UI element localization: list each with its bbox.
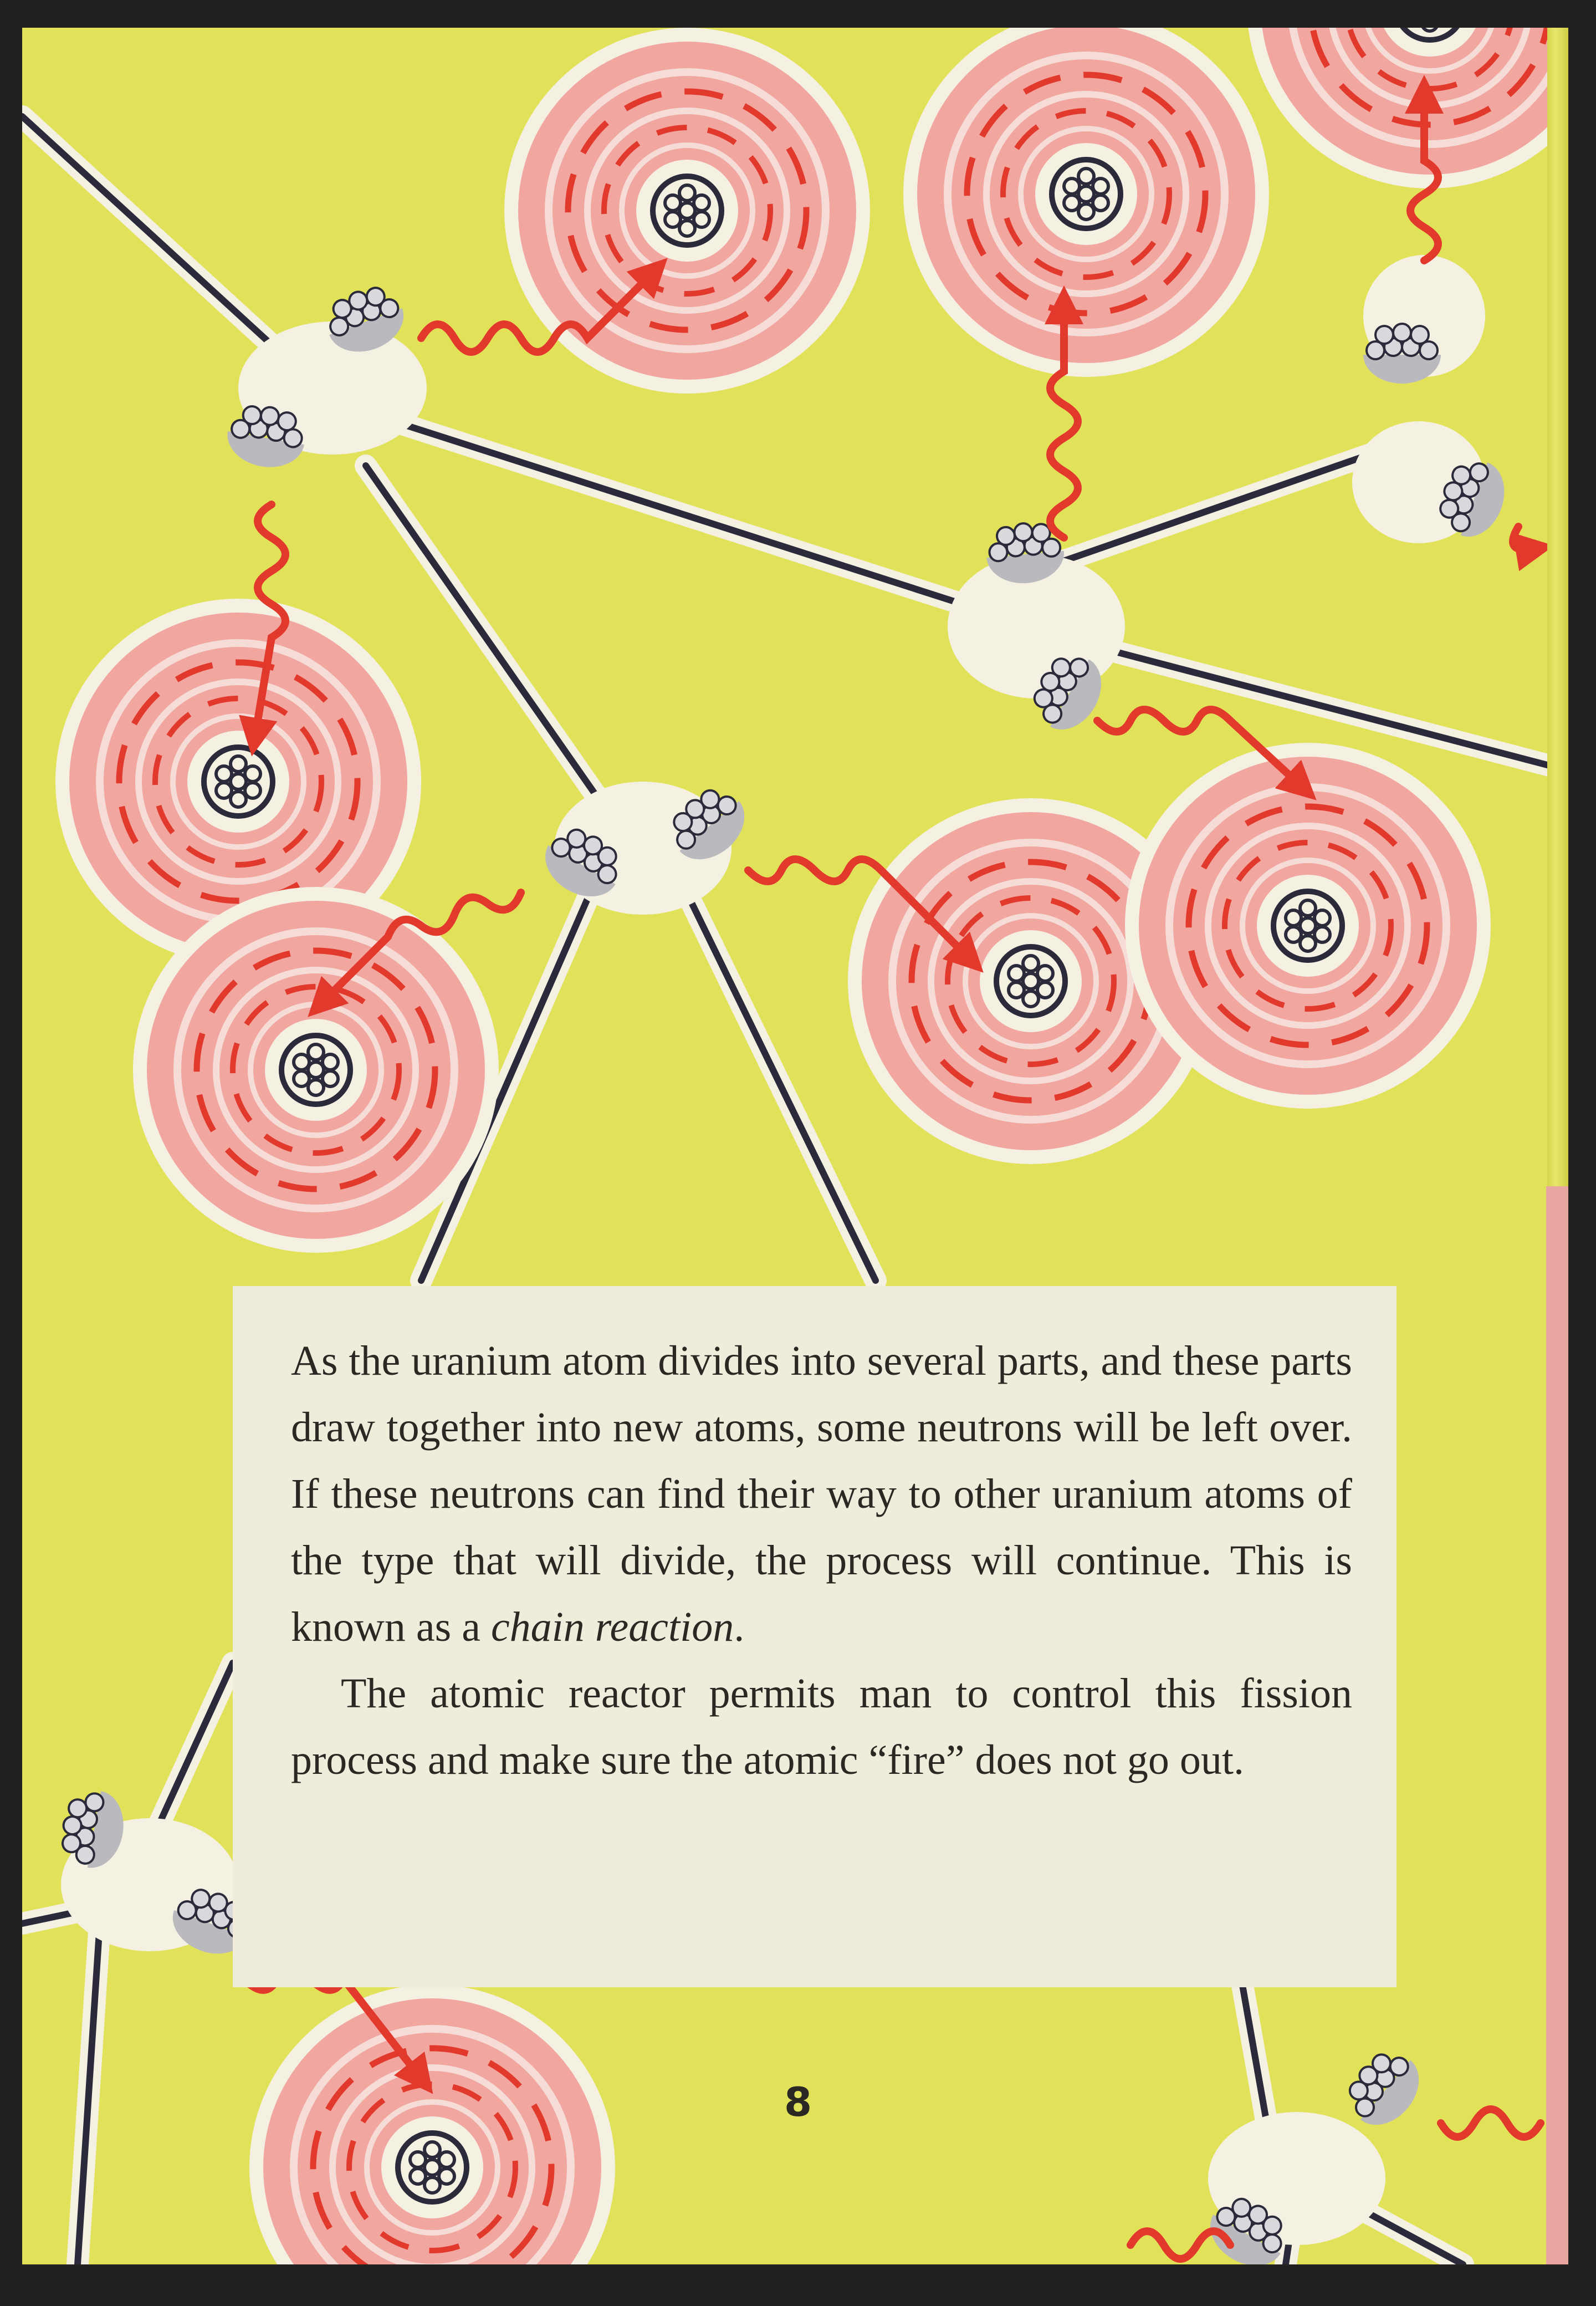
- book-page: [22, 28, 1568, 2264]
- paragraph-1-text: As the uranium atom divides into several parts, and these parts draw together into new atoms, some neutrons will be left over. If these neutrons can find their way to other uranium atoms of the type that will divide, the process will continue. This is known as a: [291, 1338, 1352, 1650]
- paragraph-1-end: .: [734, 1604, 745, 1650]
- next-page-edge: [1546, 1186, 1568, 2264]
- body-paragraph-2: The atomic reactor permits man to control this fission process and make sure the atomic “fire” does not go out.: [291, 1670, 1352, 1783]
- body-paragraph-1: [291, 1328, 1352, 1660]
- text-panel: [233, 1286, 1396, 1987]
- chain-reaction-term: chain reaction: [490, 1604, 734, 1650]
- page-number: 8: [784, 2079, 812, 2125]
